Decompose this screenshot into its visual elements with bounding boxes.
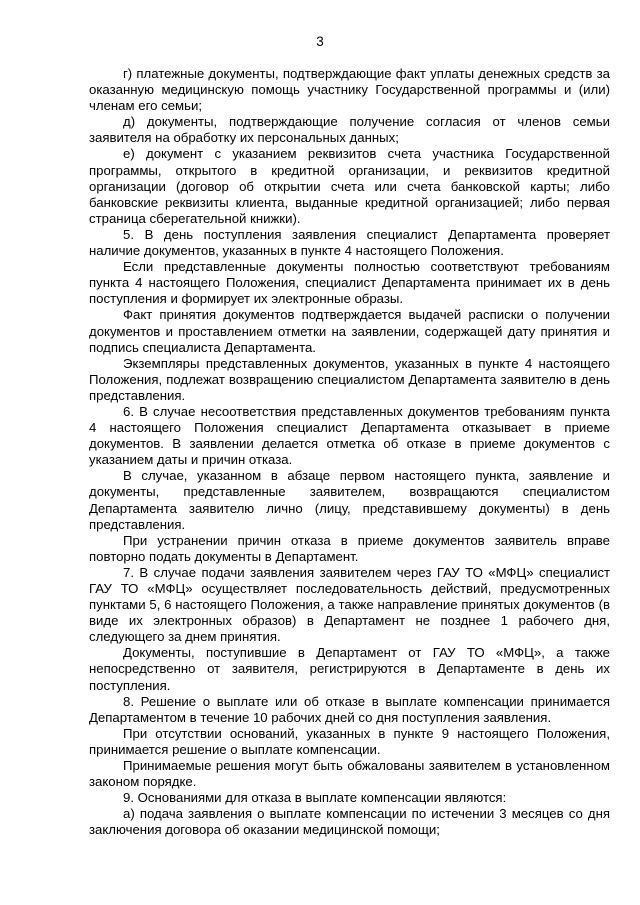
paragraph-6-resubmission: При устранении причин отказа в приеме документов заявитель вправе повторно подать документы в Департамент. bbox=[89, 532, 610, 564]
paragraph-9-refusal-grounds: 9. Основаниями для отказа в выплате компенсации являются: bbox=[123, 790, 507, 806]
paragraph-e-bank-details: е) документ с указанием реквизитов счета участника Государственной программы, открытого в кредитной организации, и реквизитов кредитной организации (договор об открытии счета или счета банковской карты; либо банковские реквизиты клиента, выданные кредитной организацией; либо первая страница сберегательной книжки). bbox=[89, 146, 610, 226]
paragraph-8-appeal: Принимаемые решения могут быть обжалованы заявителем в установленном законом порядке. bbox=[89, 758, 610, 790]
document-body bbox=[89, 66, 610, 839]
paragraph-5-receipt: Факт принятия документов подтверждается выдачей расписки о получении документов и проставлением отметки на заявлении, содержащей дату принятия и подпись специалиста Департамента. bbox=[89, 307, 610, 355]
page-number: 3 bbox=[316, 34, 324, 49]
paragraph-9a-late-submission: а) подача заявления о выплате компенсации по истечении 3 месяцев со дня заключения договора об оказании медицинской помощи; bbox=[89, 806, 610, 838]
paragraph-8-decision: 8. Решение о выплате или об отказе в выплате компенсации принимается Департаментом в течение 10 рабочих дней со дня поступления заявления. bbox=[89, 693, 610, 725]
paragraph-5-acceptance: Если представленные документы полностью соответствуют требованиям пункта 4 настоящего Положения, специалист Департамента принимает их в день поступления и формирует их электронные образы. bbox=[89, 259, 610, 307]
paragraph-8-payment-decision: При отсутствии оснований, указанных в пункте 9 настоящего Положения, принимается решение о выплате компенсации. bbox=[89, 725, 610, 757]
paragraph-6-return-documents: В случае, указанном в абзаце первом настоящего пункта, заявление и документы, представленные заявителем, возвращаются специалистом Департамента заявителю лично (лицу, представившему документы) в день представления. bbox=[89, 468, 610, 532]
paragraph-7-registration: Документы, поступившие в Департамент от ГАУ ТО «МФЦ», а также непосредственно от заявителя, регистрируются в Департаменте в день их поступления. bbox=[89, 645, 610, 693]
paragraph-7-mfc-submission: 7. В случае подачи заявления заявителем через ГАУ ТО «МФЦ» специалист ГАУ ТО «МФЦ» осуществляет последовательность действий, предусмотренных пунктами 5, 6 настоящего Положения, а также направление принятых документов (в виде их электронных образов) в Департамент не позднее 1 рабочего дня, следующего за днем принятия. bbox=[89, 564, 610, 645]
paragraph-g-payment-docs: г) платежные документы, подтверждающие факт уплаты денежных средств за оказанную медицинскую помощь участнику Государственной программы и (или) членам его семьи; bbox=[89, 66, 610, 114]
paragraph-6-refusal: 6. В случае несоответствия представленных документов требованиям пункта 4 настоящего Положения специалист Департамента отказывает в приеме документов. В заявлении делается отметка об отказе в приеме документов с указанием даты и причин отказа. bbox=[89, 403, 610, 468]
paragraph-d-consent-docs: д) документы, подтверждающие получение согласия от членов семьи заявителя на обработку их персональных данных; bbox=[89, 114, 610, 146]
paragraph-5-document-check: 5. В день поступления заявления специалист Департамента проверяет наличие документов, указанных в пункте 4 настоящего Положения. bbox=[89, 226, 610, 259]
paragraph-5-return-copies: Экземпляры представленных документов, указанных в пункте 4 настоящего Положения, подлежат возвращению специалистом Департамента заявителю в день представления. bbox=[89, 355, 610, 403]
